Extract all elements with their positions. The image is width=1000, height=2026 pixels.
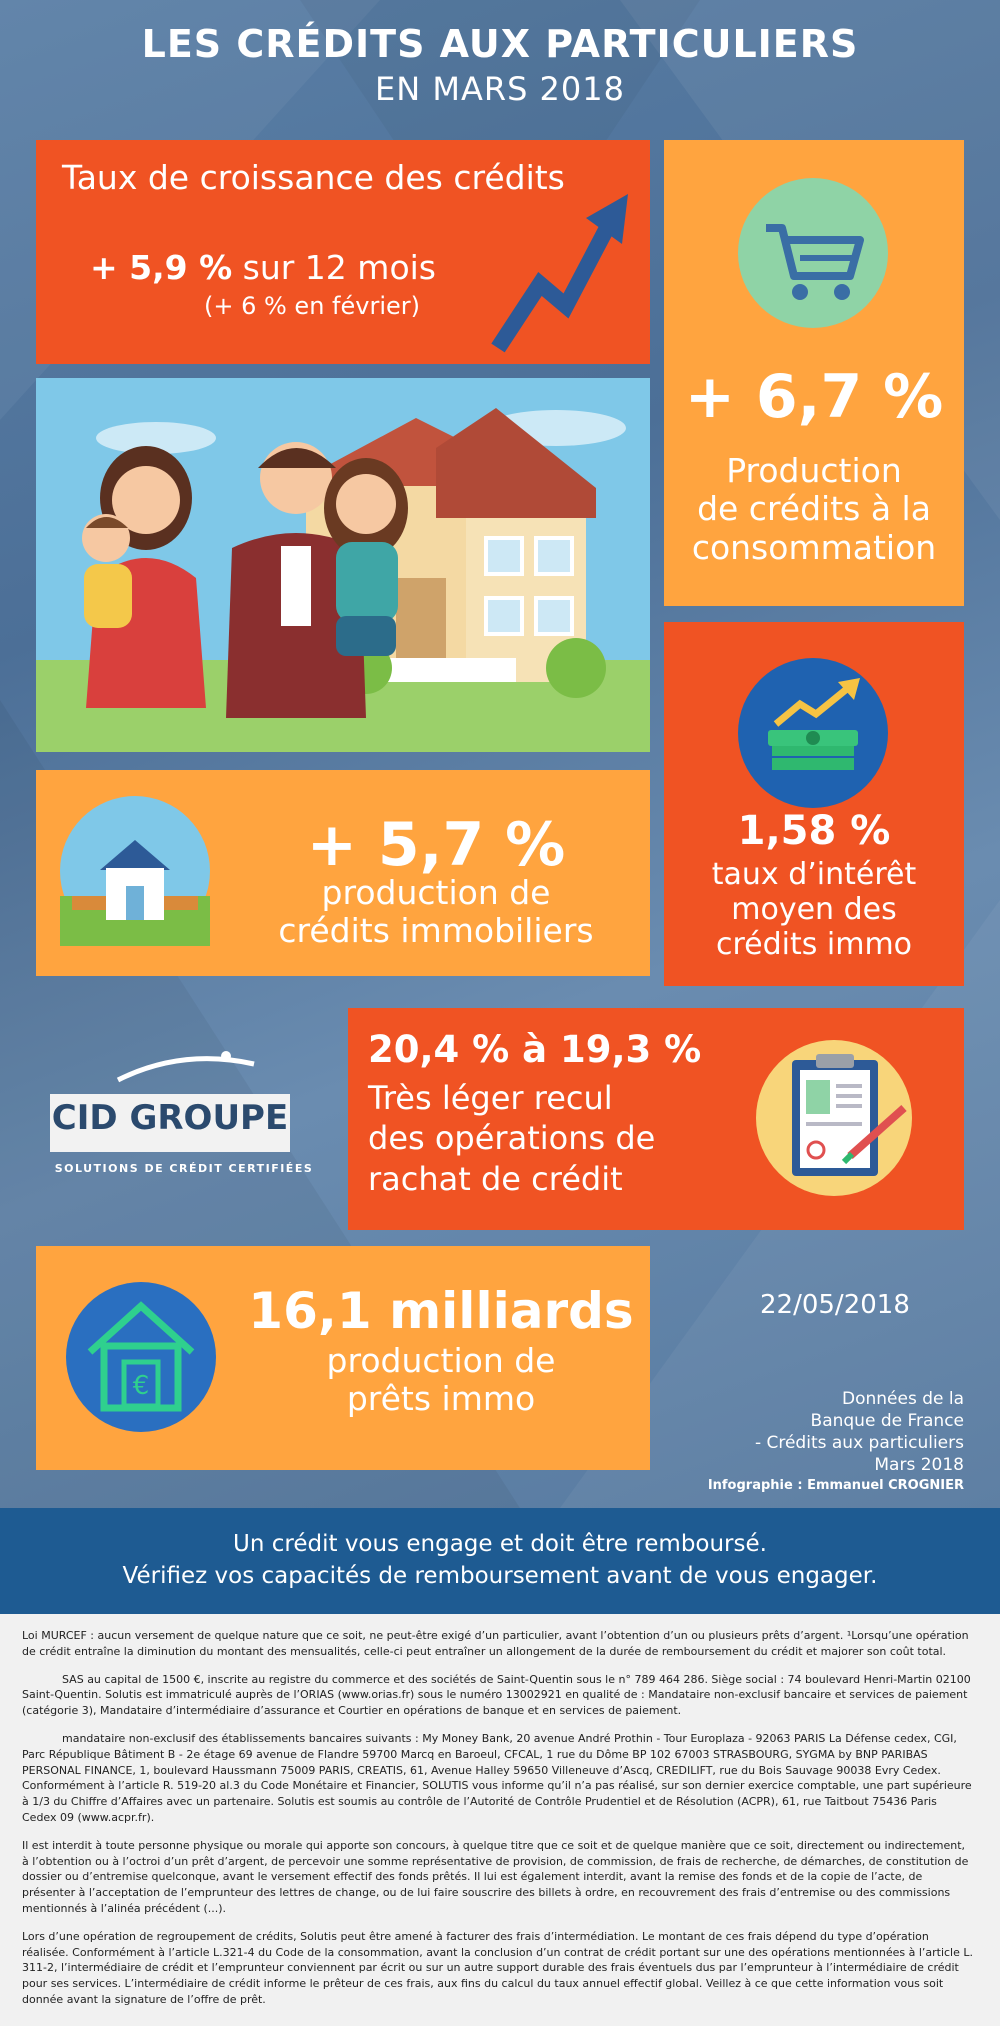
legal-paragraph: Lors d’une opération de regroupement de crédits, Solutis peut être amené à facturer des frais d’intermédiation. Le montant de ces frais dépend du type d’opération réalisée. Conformément à l’article L.321-4 du Code de la consommation, avant la conclusion d’un contrat de crédit portant sur une des opérations mentionnées à l’article L. 311-2, l’intermédiaire de crédit et l’emprunteur conviennent par écrit ou sur un autre support durable des frais éventuels dus par l’emprunteur à l’intermédiaire de crédit pour ses services. L’intermédiaire de crédit informe le prêteur de ces frais, aux fins du calcul du taux annuel effectif global. Veillez à ce que cette information vous soit donnée avant la signature de l’offre de prêt. — [22, 1929, 974, 2006]
loans-total-label-line: prêts immo — [346, 1379, 536, 1419]
money-growth-icon — [738, 658, 888, 808]
consumption-value: + 6,7 % — [684, 362, 944, 432]
consumption-label — [664, 452, 964, 567]
loans-total-card — [36, 1246, 650, 1470]
logo-tagline: SOLUTIONS DE CRÉDIT CERTIFIÉES — [54, 1162, 314, 1175]
publication-date: 22/05/2018 — [760, 1290, 910, 1320]
interest-rate-label-line: crédits immo — [715, 926, 913, 962]
warning-line-1: Un crédit vous engage et doit être remboursé. — [233, 1531, 767, 1557]
legal-paragraph: Loi MURCEF : aucun versement de quelque nature que ce soit, ne peut-être exigé d’un particulier, avant l’obtention d’un ou plusieurs prêts d’argent. ¹Lorsqu’une opération de crédit entraîne la diminution du montant des mensualités, celle-ci peut entraîner un allongement de la durée de remboursement du crédit et majorer son coût total. — [22, 1629, 969, 1658]
buyback-value: 20,4 % à 19,3 % — [368, 1028, 702, 1071]
logo-name: CID GROUPE — [51, 1098, 289, 1138]
legal-paragraph: mandataire non-exclusif des établissements bancaires suivants : My Money Bank, 20 avenue André Prothin - Tour Europlaza - 92063 PARIS La Défense cedex, CGI, Parc République Bâtiment B - 2e étage 69 avenue de Flandre 59700 Marcq en Baroeul, CFCAL, 1 rue du Dôme BP 102 67003 STRASBOURG, SYGMA by BNP PARIBAS PERSONAL FINANCE, 1, boulevard Haussmann 75009 PARIS, CREATIS, 61, Avenue Halley 59650 Villeneuve d’Ascq, CREDILIFT, rue du Bois Sauvage 90038 Evry Cedex. Conformément à l’article R. 519-20 al.3 du Code Monétaire et Financier, SOLUTIS vous informe qu’il n’a pas réalisé, sur son dernier exercice comptable, une part supérieure à 1/3 du Chiffre d’Affaires avec un partenaire. Solutis est soumis au contrôle de l’Autorité de Contrôle Prudentiel et de Résolution (ACPR), 61, rue Taitbout 75436 Paris Cedex 09 (www.acpr.fr). — [22, 1731, 972, 1824]
svg-text:€: € — [132, 1371, 150, 1401]
data-source-line: Banque de France — [810, 1411, 964, 1432]
warning-line-2: Vérifiez vos capacités de remboursement avant de vous engager. — [122, 1563, 878, 1589]
page-subtitle: EN MARS 2018 — [375, 70, 625, 108]
loans-total-value: 16,1 milliards — [248, 1282, 634, 1340]
legal-paragraph: Il est interdit à toute personne physique ou morale qui apporte son concours, à quelque titre que ce soit et de quelque manière que ce soit, directement ou indirectement, à l’obtention ou à l’octroi d’un prêt d’argent, de percevoir une somme représentative de provision, de commission, de frais de recherche, de démarches, de constitution de dossier ou d’entremise quelconque, avant le versement effectif des fonds prêtés. Il lui est également interdit, avant la remise des fonds et de la copie de l’acte, de présenter à l’acceptation de l’emprunteur des lettres de change, ou de lui faire souscrire des billets à ordre, en recouvrement des frais d’entremise ou des commissions mentionnés à l’alinéa précédent (...). — [22, 1838, 969, 1915]
buyback-card — [348, 1008, 964, 1230]
house-icon — [60, 796, 210, 946]
consumption-card — [664, 140, 964, 606]
interest-rate-label — [664, 858, 964, 962]
family-house-illustration — [36, 378, 650, 752]
data-source — [720, 1388, 964, 1476]
data-source-line: Mars 2018 — [874, 1455, 964, 1476]
growth-period: sur 12 mois — [232, 248, 436, 287]
interest-rate-label-line: taux d’intérêt — [711, 857, 917, 892]
data-source-line: Données de la — [841, 1389, 964, 1409]
data-source-line: - Crédits aux particuliers — [754, 1433, 964, 1454]
loans-total-label — [236, 1342, 646, 1419]
euro-house-icon — [66, 1282, 216, 1432]
consumption-label-line: Production — [726, 451, 902, 490]
interest-rate-value: 1,58 % — [737, 808, 891, 854]
family-scene — [36, 378, 650, 752]
logo-swoosh — [112, 1046, 262, 1086]
clipboard-contract-icon — [754, 1038, 914, 1198]
mortgage-production-label-line: production de — [321, 873, 551, 912]
mortgage-production-value: + 5,7 % — [306, 810, 566, 880]
consumption-label-line: consommation — [691, 527, 937, 567]
shopping-cart-icon — [738, 178, 888, 328]
loans-total-label-line: production de — [326, 1341, 556, 1380]
growth-card — [36, 140, 650, 364]
infographic-credit: Infographie : Emmanuel CROGNIER — [707, 1478, 964, 1493]
mortgage-production-label — [236, 874, 636, 951]
legal-paragraph: SAS au capital de 1500 €, inscrite au registre du commerce et des sociétés de Saint-Quentin sous le n° 789 464 286. Siège social : 74 boulevard Henri-Martin 02100 Saint-Quentin. Solutis est immatriculé auprès de l’ORIAS (www.orias.fr) sous le numéro 13002921 en qualité de : Mandataire non-exclusif bancaire et services de paiement (catégorie 3), Mandataire d’intermédiaire d’assurance et Courtier en opérations de banque et en services de paiement. — [22, 1672, 971, 1718]
mortgage-production-card — [36, 770, 650, 976]
mortgage-production-label-line: crédits immobiliers — [278, 911, 594, 951]
consumption-label-line: de crédits à la — [697, 489, 931, 529]
buyback-label-line: des opérations de — [368, 1119, 656, 1158]
buyback-label-line: Très léger recul — [368, 1079, 613, 1117]
growth-note: (+ 6 % en février) — [204, 292, 420, 320]
growth-value: + 5,9 % — [90, 248, 233, 287]
interest-rate-label-line: moyen des — [731, 891, 897, 927]
cid-groupe-logo — [44, 1040, 324, 1180]
warning-banner — [0, 1508, 1000, 1614]
growth-title: Taux de croissance des crédits — [62, 158, 565, 197]
buyback-label — [368, 1078, 728, 1199]
legal-notice — [22, 1628, 974, 2020]
rising-arrow-icon — [488, 188, 638, 358]
interest-rate-card — [664, 622, 964, 986]
page-title: LES CRÉDITS AUX PARTICULIERS — [141, 22, 859, 66]
growth-line — [90, 248, 436, 287]
buyback-label-line: rachat de crédit — [368, 1159, 623, 1198]
